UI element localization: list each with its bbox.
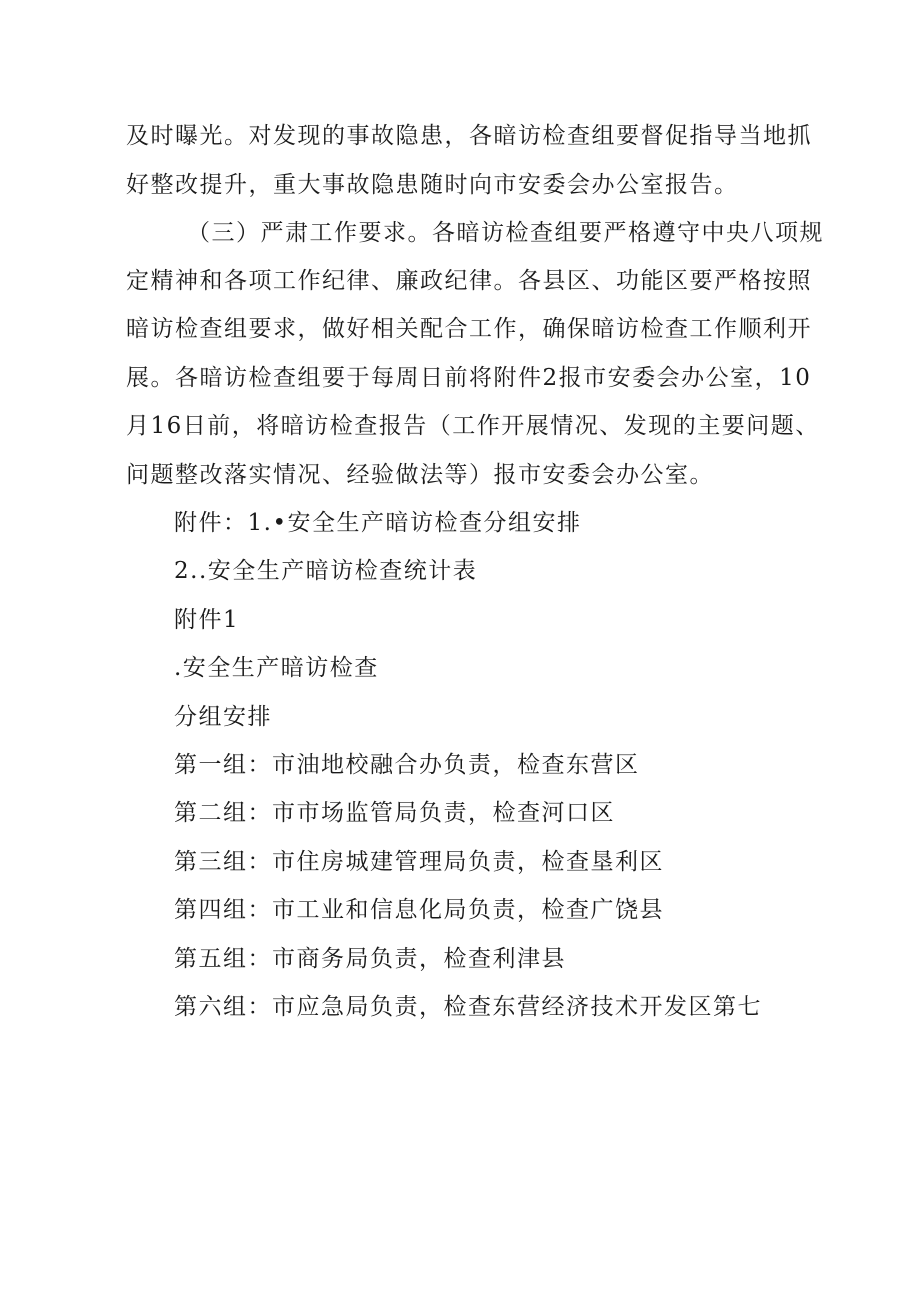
paragraph-line-7: 月16日前，将暗访检查报告（工作开展情况、发现的主要问题、 <box>126 413 820 439</box>
paragraph-line-6: 展。各暗访检查组要于每周日前将附件2报市安委会办公室，10 <box>126 365 812 391</box>
paragraph-line-2: 好整改提升，重大事故隐患随时向市安委会办公室报告。 <box>126 172 739 198</box>
attachment-list-item-1: 附件：1.•安全生产暗访检查分组安排 <box>174 510 582 536</box>
paragraph-line-5: 暗访检查组要求，做好相关配合工作，确保暗访检查工作顺利开 <box>126 316 812 342</box>
group-item-4: 第四组：市工业和信息化局负责，检查广饶县 <box>174 897 664 923</box>
attachment-heading: 附件1 <box>174 607 240 633</box>
group-item-6: 第六组：市应急局负责，检查东营经济技术开发区第七 <box>174 994 762 1020</box>
section-three-heading-line: （三）严肃工作要求。各暗访检查组要严格遵守中央八项规 <box>187 220 824 246</box>
group-item-3: 第三组：市住房城建管理局负责，检查垦利区 <box>174 849 664 875</box>
group-item-5: 第五组：市商务局负责，检查利津县 <box>174 946 566 972</box>
attachment-title-line-2: 分组安排 <box>174 704 272 730</box>
attachment-list-item-2: 2..安全生产暗访检查统计表 <box>174 558 478 584</box>
group-item-1: 第一组：市油地校融合办负责，检查东营区 <box>174 752 640 778</box>
paragraph-line-4: 定精神和各项工作纪律、廉政纪律。各县区、功能区要严格按照 <box>126 268 812 294</box>
paragraph-line-1: 及时曝光。对发现的事故隐患，各暗访检查组要督促指导当地抓 <box>126 123 812 149</box>
paragraph-line-8: 问题整改落实情况、经验做法等）报市安委会办公室。 <box>126 462 714 488</box>
group-item-2: 第二组：市市场监管局负责，检查河口区 <box>174 800 615 826</box>
attachment-title-line-1: .安全生产暗访检查 <box>174 655 379 681</box>
